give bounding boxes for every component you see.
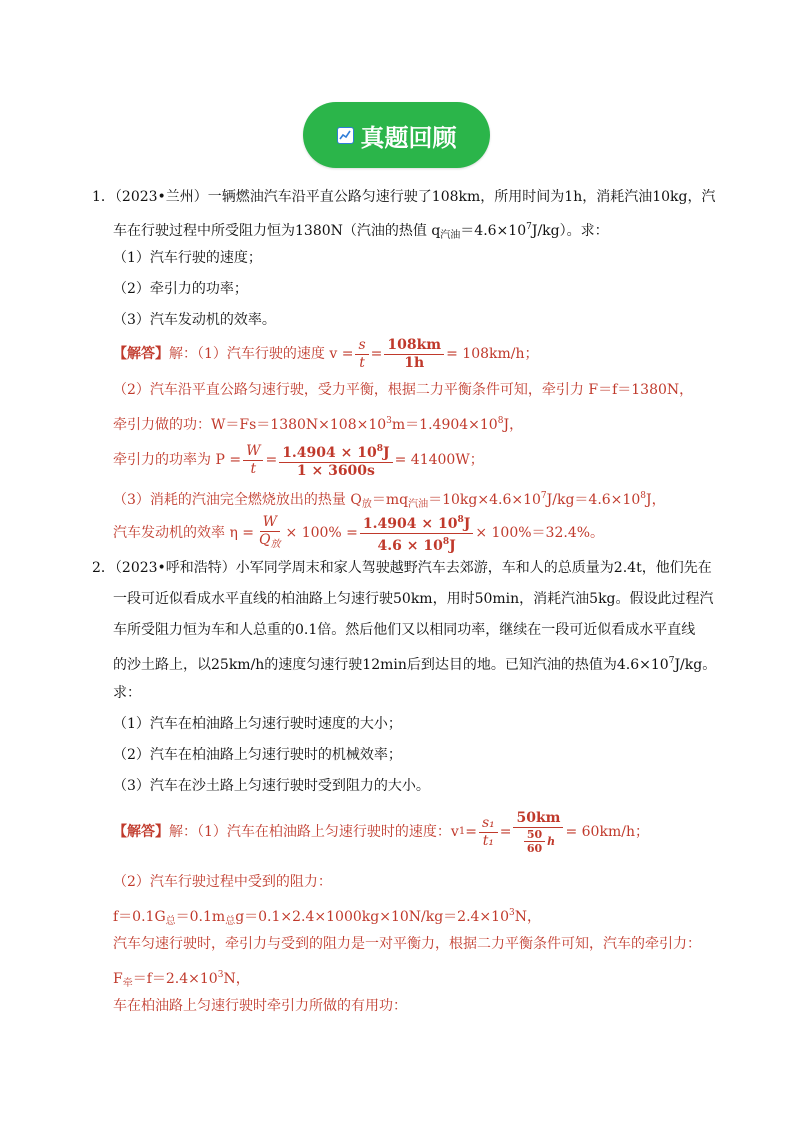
- fraction: $\frac{50}{60}$: [524, 828, 545, 855]
- q2-sub1: （1）汽车在柏油路上匀速行驶时速度的大小；: [113, 716, 402, 732]
- q2-answer-line3: $f=0.1G_总=0.1m_总g=0.1\times 2.4\times 1000kg\times 10N/kg=2.4\times 10^3N$，: [113, 908, 541, 927]
- chart-line-icon: [337, 127, 354, 144]
- q2-stem-line2: 一段可近似看成水平直线的柏油路上匀速行驶50km，用时50min，消耗汽油5kg。假设此过程汽: [113, 591, 714, 607]
- q2-sub3: （3）汽车在沙土路上匀速行驶时受到阻力的大小。: [113, 778, 430, 794]
- q1-sub1: （1）汽车行驶的速度；: [113, 250, 262, 266]
- fraction: $\frac{W}{t}$: [243, 443, 263, 478]
- q1-answer-line1: 【解答】 解：（1）汽车行驶的速度 v = $\frac{s}{t}$ = $\frac{108km}{1h}$ = 108km/h；: [113, 336, 539, 371]
- answer-tag: 【解答】: [113, 824, 169, 840]
- q2-stem-line3: 车所受阻力恒为车和人总重的0.1倍。然后他们又以相同功率，继续在一段可近似看成水平直线: [113, 622, 696, 638]
- q1-sub2: （2）牵引力的功率；: [113, 281, 248, 297]
- q2-answer-line5: $F_牵=f=2.4\times 10^3N$，: [113, 970, 250, 989]
- q2-stem-line1: 2．（2023•呼和浩特）小军同学周末和家人驾驶越野汽车去郊游，车和人的总质量为2.4t，他们先在: [92, 560, 712, 576]
- section-title: 真题回顾: [360, 123, 457, 152]
- q2-answer-line6: 车在柏油路上匀速行驶时牵引力所做的有用功：: [113, 998, 407, 1014]
- q2-answer-line1: 【解答】 解：（1）汽车在柏油路上匀速行驶时的速度：v 1 = $\frac{\text{s₁}}{\text{t₁}}$ = 50km $\frac{50}{60}$ h = 60km/h；: [113, 809, 649, 855]
- fraction: 50km $\frac{50}{60}$ h: [513, 810, 563, 855]
- q1-sub3: （3）汽车发动机的效率。: [113, 312, 276, 328]
- fraction: $\frac{W}{Q_放}$: [259, 513, 281, 550]
- q2-stem-line5: 求：: [113, 685, 141, 701]
- q1-answer-line2: （2）汽车沿平直公路匀速行驶，受力平衡，根据二力平衡条件可知，牵引力 F＝f＝1380N，: [113, 382, 694, 398]
- fraction: $\frac{\text{s₁}}{\text{t₁}}$: [479, 815, 498, 850]
- q1-answer-line6: 汽车发动机的效率 η = $\frac{W}{Q_放}$ × 100% = $\frac{1.4904 \times 10^8J}{4.6 \times 10^8J}$ × 100%＝32.4%。: [113, 513, 605, 554]
- q1-answer-line5: （3）消耗的汽油完全燃烧放出的热量 $Q_放=mq_{汽油}=10kg\times 4.6\times 10^7J/kg=4.6\times 10^8J$，: [113, 491, 666, 510]
- fraction: $\frac{s}{t}$: [355, 337, 368, 372]
- fraction: $\frac{1.4904 \times 10^8J}{1 \times 3600s}$: [279, 441, 392, 480]
- answer-tag: 【解答】: [113, 346, 169, 362]
- q2-answer-line4: 汽车匀速行驶时，牵引力与受到的阻力是一对平衡力，根据二力平衡条件可知，汽车的牵引力：: [113, 936, 701, 952]
- q1-stem-line1: 1．（2023•兰州）一辆燃油汽车沿平直公路匀速行驶了108km，所用时间为1h，消耗汽油10kg，汽: [92, 189, 716, 205]
- q2-stem-line4: 的沙土路上，以25km/h的速度匀速行驶12min后到达目的地。已知汽油的热值为$4.6\times 10^7J/kg$。: [113, 656, 717, 673]
- fraction: $\frac{1.4904 \times 10^8J}{4.6 \times 10^8J}$: [360, 512, 473, 555]
- q2-answer-line2: （2）汽车行驶过程中受到的阻力：: [113, 874, 332, 890]
- q1-answer-line3: 牵引力做的功：$W=Fs=1380N\times 108\times 10^3m=1.4904\times 10^8J$，: [113, 416, 524, 433]
- q1-answer-line4: 牵引力的功率为 P = $\frac{W}{t}$ = $\frac{1.4904 \times 10^8J}{1 \times 3600s}$ = 41400W；: [113, 442, 484, 479]
- q1-stem-line2: 车在行驶过程中所受阻力恒为1380N（汽油的热值 $q_{汽油}=4.6\times 10^7J/kg$）。求：: [113, 222, 609, 241]
- fraction: $\frac{108km}{1h}$: [384, 337, 444, 372]
- section-badge: [303, 102, 490, 168]
- q2-sub2: （2）汽车在柏油路上匀速行驶时的机械效率；: [113, 747, 402, 763]
